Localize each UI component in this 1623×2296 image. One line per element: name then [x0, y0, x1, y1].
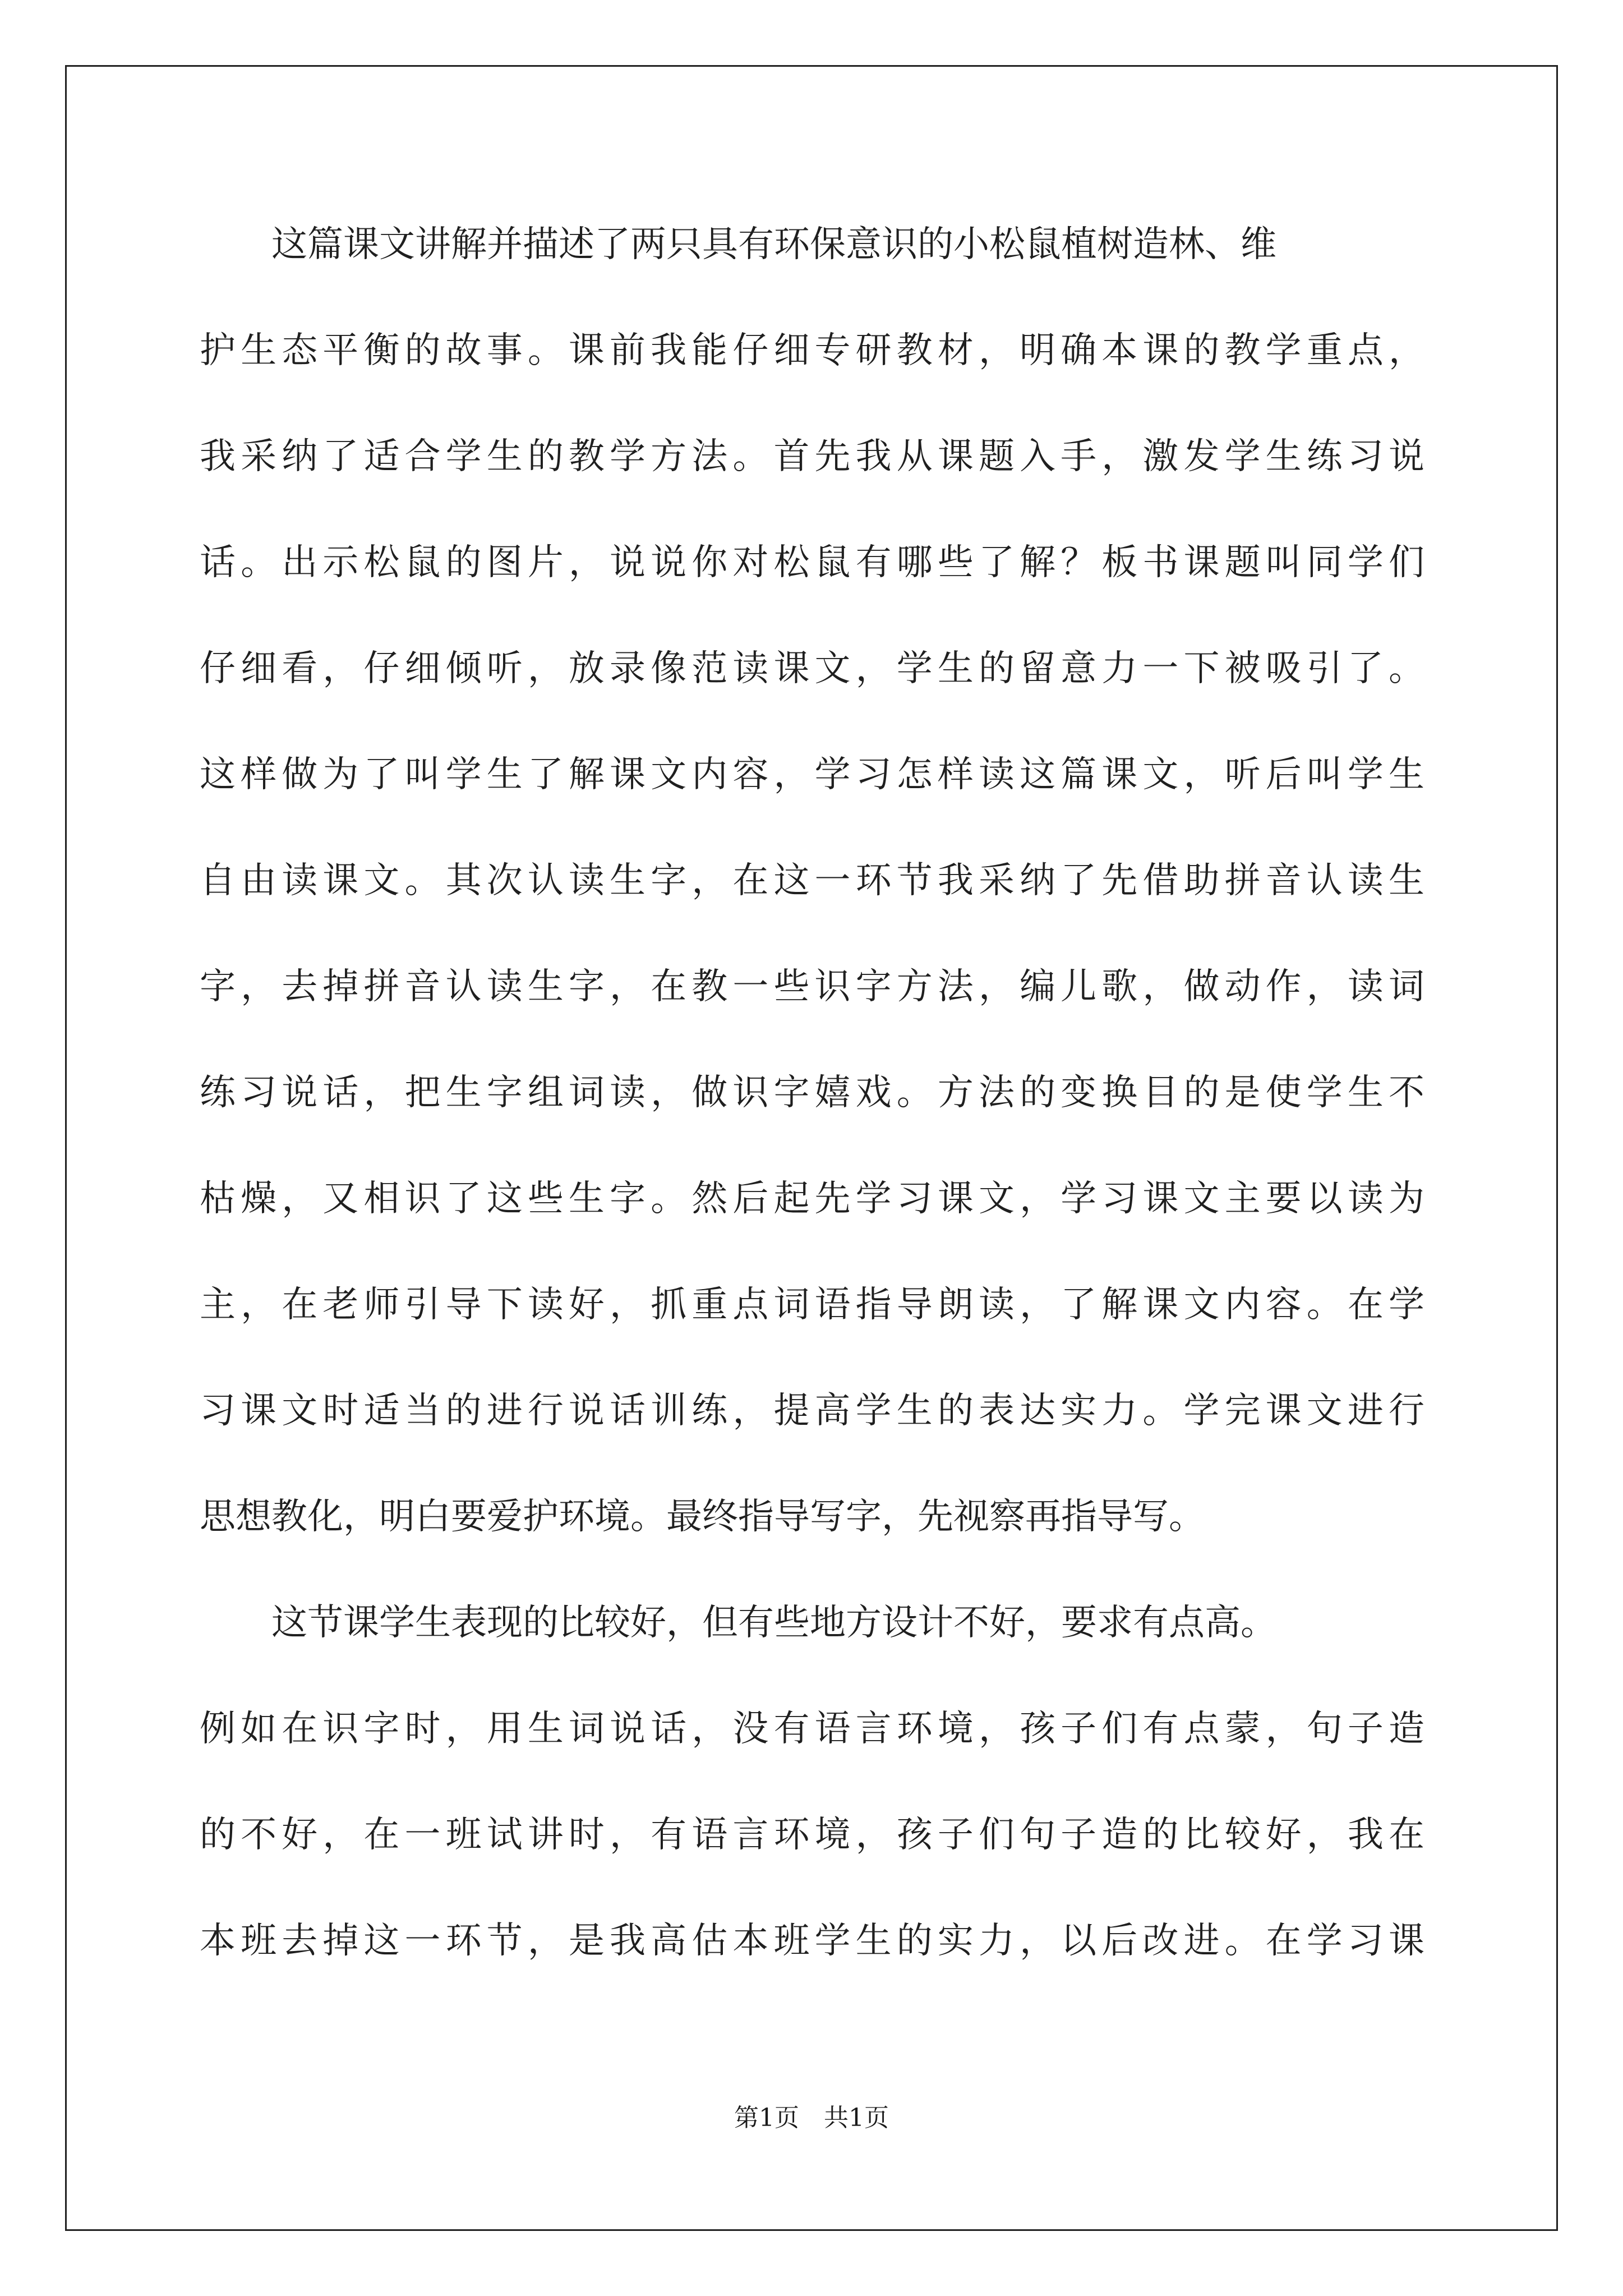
- paragraph-1-line-13: 思想教化，明白要爱护环境。最终指导写字，先视察再指导写。: [200, 1496, 1205, 1538]
- paragraph-1-line-7: 自由读课文。其次认读生字，在这一环节我采纳了先借助拼音认读生: [200, 860, 1424, 901]
- paragraph-2-line-4: 本班去掉这一环节，是我高估本班学生的实力，以后改进。在学习课: [200, 1920, 1424, 1962]
- paragraph-1-line-4: 话。出示松鼠的图片，说说你对松鼠有哪些了解？板书课题叫同学们: [200, 542, 1424, 583]
- paragraph-1-line-1: 这篇课文讲解并描述了两只具有环保意识的小松鼠植树造林、维: [271, 224, 1276, 265]
- paragraph-2-line-2: 例如在识字时，用生词说话，没有语言环境，孩子们有点蒙，句子造: [200, 1708, 1424, 1750]
- paragraph-2-line-1: 这节课学生表现的比较好，但有些地方设计不好，要求有点高。: [271, 1602, 1276, 1644]
- paragraph-1-line-2: 护生态平衡的故事。课前我能仔细专研教材，明确本课的教学重点，: [200, 330, 1424, 371]
- paragraph-2-line-3: 的不好，在一班试讲时，有语言环境，孩子们句子造的比较好，我在: [200, 1814, 1424, 1856]
- paragraph-1-line-9: 练习说话，把生字组词读，做识字嬉戏。方法的变换目的是使学生不: [200, 1072, 1424, 1114]
- paragraph-1-line-8: 字，去掉拼音认读生字，在教一些识字方法，编儿歌，做动作，读词: [200, 966, 1424, 1007]
- page-number-footer: 第1页 共1页: [734, 2104, 889, 2132]
- paragraph-1-line-10: 枯燥，又相识了这些生字。然后起先学习课文，学习课文主要以读为: [200, 1178, 1424, 1220]
- paragraph-1-line-5: 仔细看，仔细倾听，放录像范读课文，学生的留意力一下被吸引了。: [200, 648, 1424, 689]
- paragraph-1-line-3: 我采纳了适合学生的教学方法。首先我从课题入手，激发学生练习说: [200, 436, 1424, 477]
- page-border: [65, 65, 1558, 2231]
- paragraph-1-line-12: 习课文时适当的进行说话训练，提高学生的表达实力。学完课文进行: [200, 1390, 1424, 1432]
- paragraph-1-line-11: 主，在老师引导下读好，抓重点词语指导朗读，了解课文内容。在学: [200, 1284, 1424, 1326]
- paragraph-1-line-6: 这样做为了叫学生了解课文内容，学习怎样读这篇课文，听后叫学生: [200, 754, 1424, 795]
